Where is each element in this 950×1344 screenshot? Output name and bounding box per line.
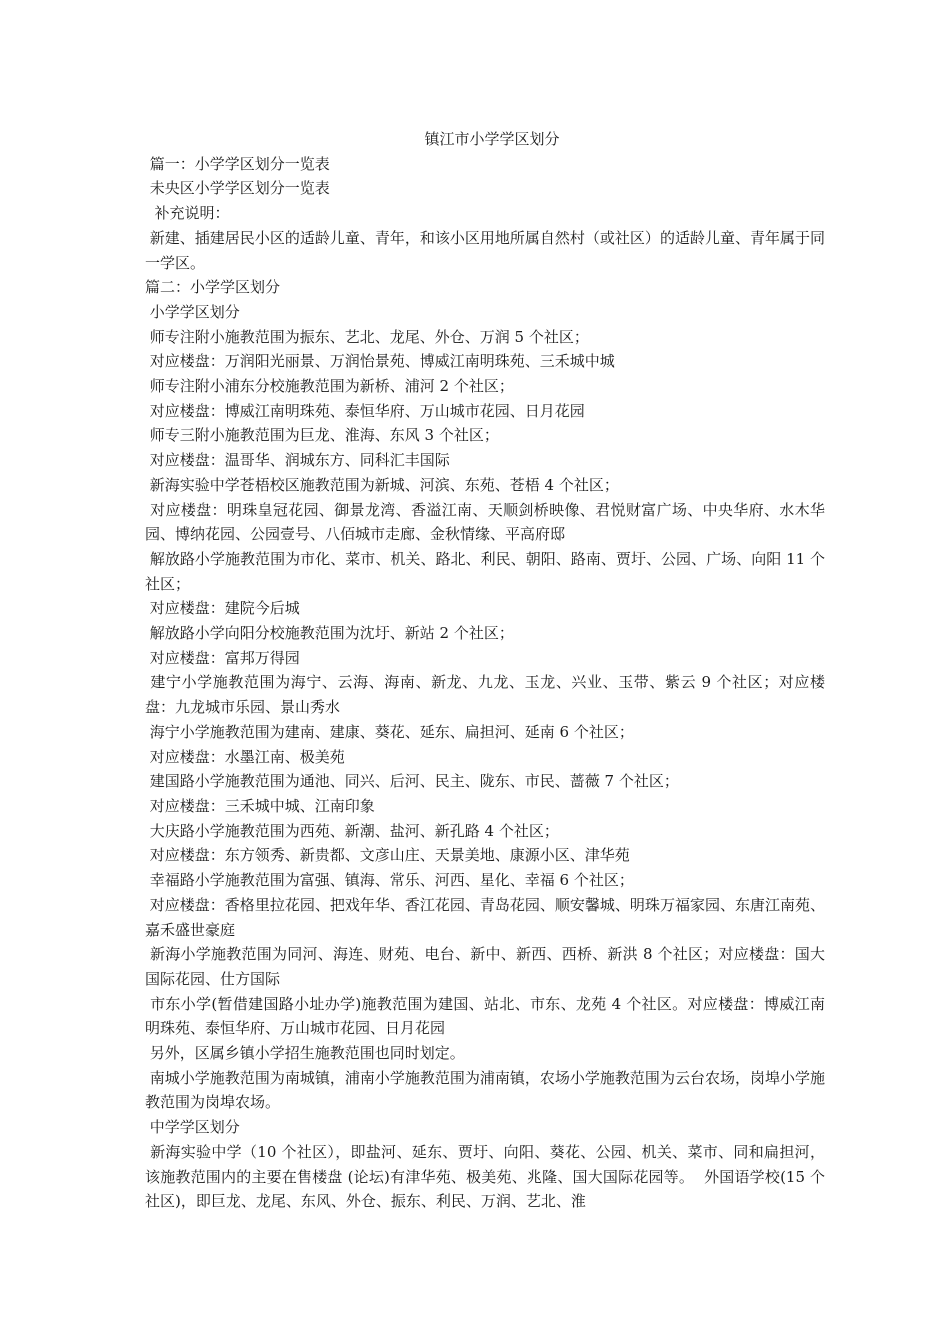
document-body [145, 152, 825, 1214]
text-line: 对应楼盘：香格里拉花园、把戏年华、香江花园、青岛花园、顺安馨城、明珠万福家园、东唐江南苑、嘉禾盛世豪庭 [145, 895, 825, 939]
text-line: 对应楼盘：万润阳光丽景、万润怡景苑、博威江南明珠苑、三禾城中城 [145, 352, 615, 371]
text-line: 对应楼盘：温哥华、润城东方、同科汇丰国际 [145, 451, 450, 470]
text-line: 小学学区划分 [145, 302, 240, 321]
text-line: 中学学区划分 [145, 1118, 240, 1137]
text-line: 解放路小学向阳分校施教范围为沈圩、新站 2 个社区； [145, 624, 514, 643]
text-line: 对应楼盘：建院今后城 [145, 599, 300, 618]
text-line: 补充说明： [145, 204, 230, 223]
text-line: 对应楼盘：水墨江南、极美苑 [145, 747, 345, 766]
text-line: 南城小学施教范围为南城镇，浦南小学施教范围为浦南镇，农场小学施教范围为云台农场，岗埠小学施教范围为岗埠农场。 [145, 1068, 825, 1112]
text-line: 对应楼盘：明珠皇冠花园、御景龙湾、香溢江南、天顺剑桥映像、君悦财富广场、中央华府、水木华园、博纳花园、公园壹号、八佰城市走廊、金秋情缘、平高府邸 [145, 500, 825, 544]
document-page [145, 127, 825, 1214]
text-line: 市东小学(暂借建国路小址办学)施教范围为建国、站北、市东、龙苑 4 个社区。对应楼盘：博威江南明珠苑、泰恒华府、万山城市花园、日月花园 [145, 994, 825, 1038]
text-line: 新海实验中学苍梧校区施教范围为新城、河滨、东苑、苍梧 4 个社区； [145, 475, 619, 494]
text-line: 海宁小学施教范围为建南、建康、葵花、延东、扁担河、延南 6 个社区； [145, 722, 634, 741]
text-line: 对应楼盘：富邦万得园 [145, 648, 300, 667]
text-line: 师专注附小浦东分校施教范围为新桥、浦河 2 个社区； [145, 377, 514, 396]
text-line: 解放路小学施教范围为市化、菜市、机关、路北、利民、朝阳、路南、贾圩、公园、广场、向阳 11 个社区； [145, 549, 825, 593]
text-line: 未央区小学学区划分一览表 [145, 179, 330, 198]
text-line: 另外，区属乡镇小学招生施教范围也同时划定。 [145, 1044, 465, 1063]
document-title: 镇江市小学学区划分 [424, 130, 560, 148]
text-line: 师专注附小施教范围为振东、艺北、龙尾、外仓、万润 5 个社区； [145, 327, 589, 346]
text-line: 新海小学施教范围为同河、海连、财苑、电台、新中、新西、西桥、新洪 8 个社区；对应楼盘：国大国际花园、仕方国际 [145, 945, 825, 988]
text-line: 对应楼盘：博威江南明珠苑、泰恒华府、万山城市花园、日月花园 [145, 401, 585, 420]
text-line: 新海实验中学（10 个社区），即盐河、延东、贾圩、向阳、葵花、公园、机关、菜市、同和扁担河，该施教范围内的主要在售楼盘 (论坛)有津华苑、极美苑、兆隆、国大国际花园等。 外国语学校(15 个社区)，即巨龙、龙尾、东风、外仓、振东、利民、万润、艺北、淮 [145, 1142, 825, 1211]
text-line: 大庆路小学施教范围为西苑、新潮、盐河、新孔路 4 个社区； [145, 821, 559, 840]
text-line: 对应楼盘：三禾城中城、江南印象 [145, 796, 375, 815]
text-line: 师专三附小施教范围为巨龙、淮海、东风 3 个社区； [145, 426, 499, 445]
text-line: 篇二：小学学区划分 [145, 278, 281, 297]
text-line: 对应楼盘：东方领秀、新贵都、文彦山庄、天景美地、康源小区、津华苑 [145, 846, 630, 865]
text-line: 幸福路小学施教范围为富强、镇海、常乐、河西、星化、幸福 6 个社区； [145, 871, 634, 890]
text-line: 篇一：小学学区划分一览表 [145, 154, 330, 173]
text-line: 新建、插建居民小区的适龄儿童、青年，和该小区用地所属自然村（或社区）的适龄儿童、青年属于同一学区。 [145, 228, 825, 272]
text-line: 建国路小学施教范围为通池、同兴、后河、民主、陇东、市民、蔷薇 7 个社区； [145, 772, 679, 791]
text-line: 建宁小学施教范围为海宁、云海、海南、新龙、九龙、玉龙、兴业、玉带、紫云 9 个社区；对应楼盘：九龙城市乐园、景山秀水 [145, 673, 825, 717]
